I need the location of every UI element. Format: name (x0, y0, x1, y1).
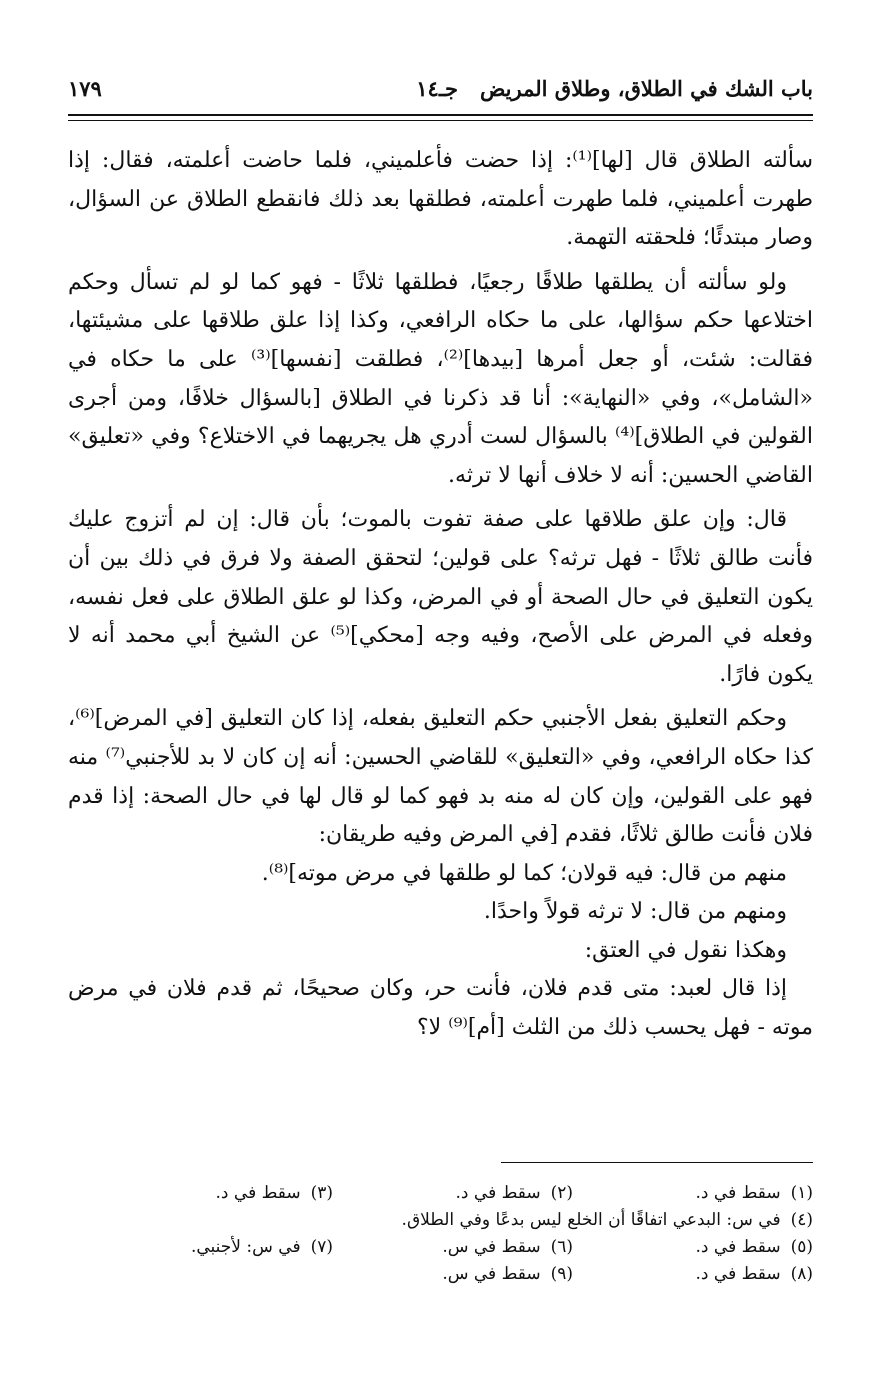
paragraph: إذا قال لعبد: متى قدم فلان، فأنت حر، وكان صحيحًا، ثم قدم فلان في مرض موته - فهل يحسب ذلك من الثلث [أم]⁽⁹⁾ لا؟ (68, 976, 813, 1041)
footnote-number: (٤) (790, 1210, 813, 1230)
header-rule-thick (68, 114, 813, 116)
footnote-row (68, 1180, 813, 1207)
paragraph: وحكم التعليق بفعل الأجنبي حكم التعليق بفعله، إذا كان التعليق [في المرض]⁽⁶⁾، كذا حكاه الرافعي، وفي «التعليق» للقاضي الحسين: أنه إن كان لا بد للأجنبي⁽⁷⁾ منه فهو على القولين، وإن كان له منه بد فهو كما لو قال لها في حال الصحة: إذا قدم فلان فأنت طالق ثلاثًا، فقدم [في المرض وفيه طريقان: (68, 706, 813, 848)
footnote-number: (٣) (310, 1183, 333, 1203)
footnote-number: (٦) (550, 1237, 573, 1257)
footnote (573, 1261, 813, 1288)
page-number: ١٧٩ (68, 76, 102, 101)
footnote-number: (١) (790, 1183, 813, 1203)
footnote (333, 1180, 573, 1207)
footnote (573, 1180, 813, 1207)
footnote-text: سقط في د. (215, 1183, 301, 1203)
footnote (402, 1207, 813, 1234)
running-header (68, 76, 813, 108)
footnote-text: سقط في س. (442, 1264, 541, 1284)
footnote (333, 1261, 573, 1288)
paragraph: منهم من قال: فيه قولان؛ كما لو طلقها في مرض موته]⁽⁸⁾. (261, 860, 787, 886)
main-text (68, 142, 813, 1048)
footnote-number: (٥) (790, 1237, 813, 1257)
footnote-number: (٩) (550, 1264, 573, 1284)
footnote-text: في س: لأجنبي. (190, 1237, 301, 1257)
footnote-row (68, 1261, 813, 1288)
footnote-row (68, 1207, 813, 1234)
footnote-text: سقط في د. (695, 1237, 781, 1257)
footnote-text: سقط في د. (695, 1264, 781, 1284)
footnote-row (68, 1234, 813, 1261)
paragraph: ومنهم من قال: لا ترثه قولاً واحدًا. (483, 899, 787, 925)
footnote (573, 1234, 813, 1261)
header-title-group (416, 76, 813, 101)
footnote-number: (٢) (550, 1183, 573, 1203)
footnote (93, 1180, 333, 1207)
volume-label: جـ١٤ (416, 76, 458, 101)
paragraph: قال: وإن علق طلاقها على صفة تفوت بالموت؛ بأن قال: إن لم أتزوج عليك فأنت طالق ثلاثًا - فهل ترثه؟ على قولين؛ لتحقق الصفة ولا فرق في ذلك بين أن يكون التعليق في حال الصحة أو في المرض، وكذا لو علق الطلاق على فعل نفسه، وفعله في المرض على الأصح، وفيه وجه [محكي]⁽⁵⁾ عن الشيخ أبي محمد أنه لا يكون فارًا. (68, 507, 814, 687)
header-rule-thin (68, 120, 813, 121)
chapter-title: باب الشك في الطلاق، وطلاق المريض (479, 76, 813, 101)
footnote-rule (501, 1162, 813, 1163)
paragraph: سألته الطلاق قال [لها]⁽¹⁾: إذا حضت فأعلميني، فلما حاضت أعلمته، فقال: إذا طهرت أعلميني، فلما طهرت أعلمته، فطلقها بعد ذلك فانقطع الطلاق عن السؤال، وصار مبتدئًا؛ فلحقته التهمة. (68, 148, 813, 251)
footnote-text: سقط في د. (455, 1183, 541, 1203)
paragraph: ولو سألته أن يطلقها طلاقًا رجعيًا، فطلقها ثلاثًا - فهو كما لو لم تسأل وحكم اختلاعها حكم سؤالها، على ما حكاه الرافعي، وكذا إذا علق طلاقها على مشيئتها، فقالت: شئت، أو جعل أمرها [بيدها]⁽²⁾، فطلقت [نفسها]⁽³⁾ على ما حكاه في «الشامل»، وفي «النهاية»: أنا قد ذكرنا في الطلاق [بالسؤال خلافًا، ومن أجرى القولين في الطلاق]⁽⁴⁾ بالسؤال لست أدري هل يجريهما في الاختلاع؟ وفي «تعليق» القاضي الحسين: أنه لا خلاف أنها لا ترثه. (68, 269, 813, 488)
footnotes (68, 1180, 813, 1288)
footnote-number: (٨) (790, 1264, 813, 1284)
paragraph: وهكذا نقول في العتق: (584, 937, 787, 963)
footnote-text: سقط في س. (442, 1237, 541, 1257)
footnote-text: سقط في د. (695, 1183, 781, 1203)
footnote (93, 1234, 333, 1261)
footnote (333, 1234, 573, 1261)
footnote-text: في س: البدعي اتفاقًا أن الخلع ليس بدعًا وفي الطلاق. (401, 1210, 781, 1230)
footnote-number: (٧) (310, 1237, 333, 1257)
